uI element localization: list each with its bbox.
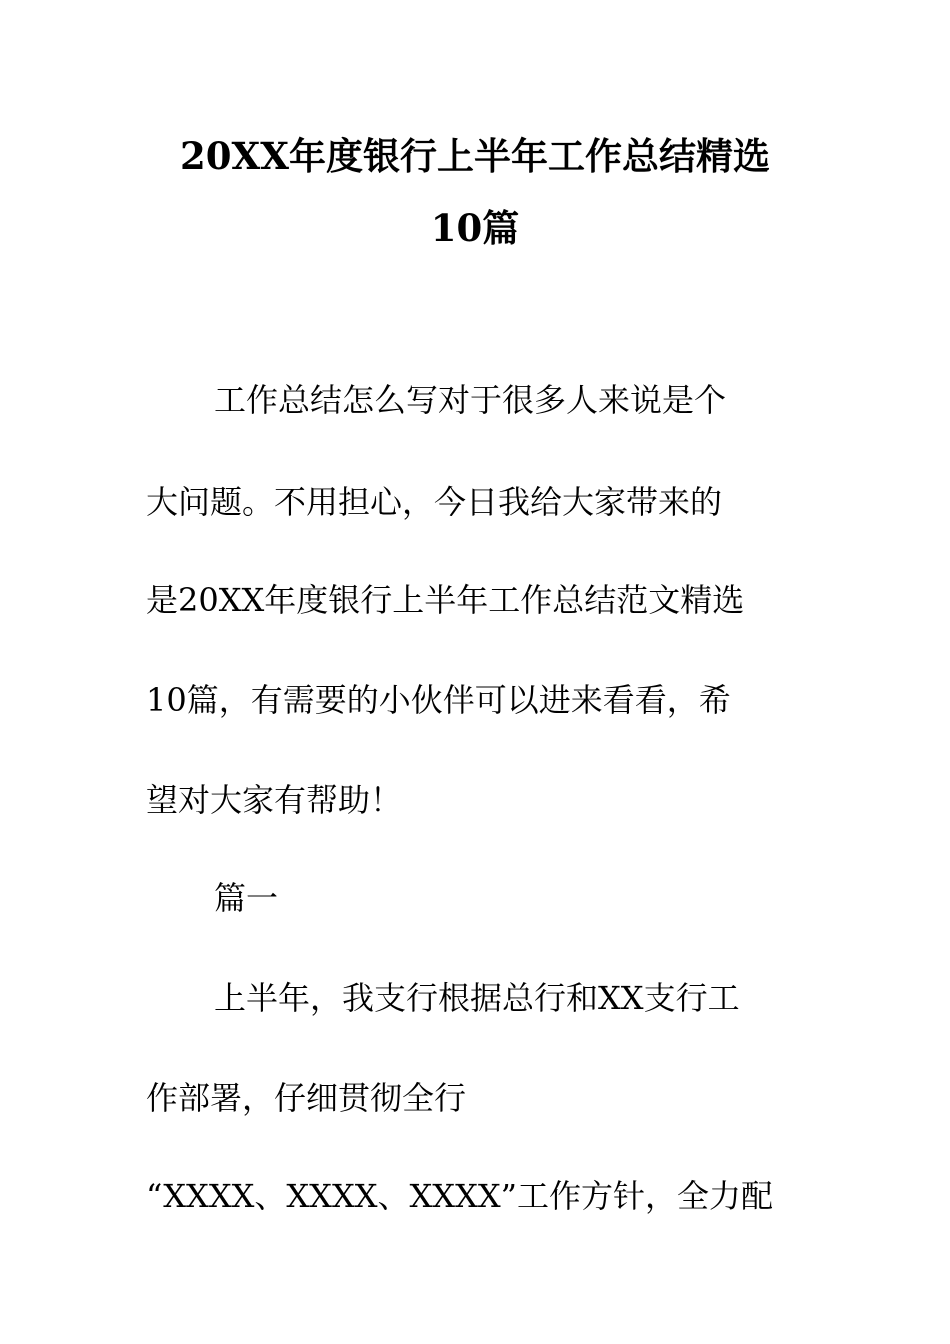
document-title-line-1: 20XX年度银行上半年工作总结精选 (180, 134, 770, 178)
section-heading-part-one: 篇一 (214, 879, 279, 917)
section-paragraph-line-1: 上半年，我支行根据总行和XX支行工 (214, 979, 740, 1017)
intro-paragraph-line-1: 工作总结怎么写对于很多人来说是个 (214, 381, 727, 419)
intro-paragraph-line-4: 10篇，有需要的小伙伴可以进来看看，希 (146, 681, 731, 719)
intro-paragraph-line-2: 大问题。不用担心，今日我给大家带来的 (146, 483, 723, 521)
section-paragraph-line-2: 作部署，仔细贯彻全行 (146, 1079, 467, 1117)
intro-paragraph-line-5: 望对大家有帮助！ (146, 781, 403, 819)
document-title-line-2: 10篇 (430, 206, 520, 250)
section-paragraph-line-3: “XXXX、XXXX、XXXX”工作方针，全力配 (146, 1177, 773, 1215)
intro-paragraph-line-3: 是20XX年度银行上半年工作总结范文精选 (146, 581, 745, 619)
